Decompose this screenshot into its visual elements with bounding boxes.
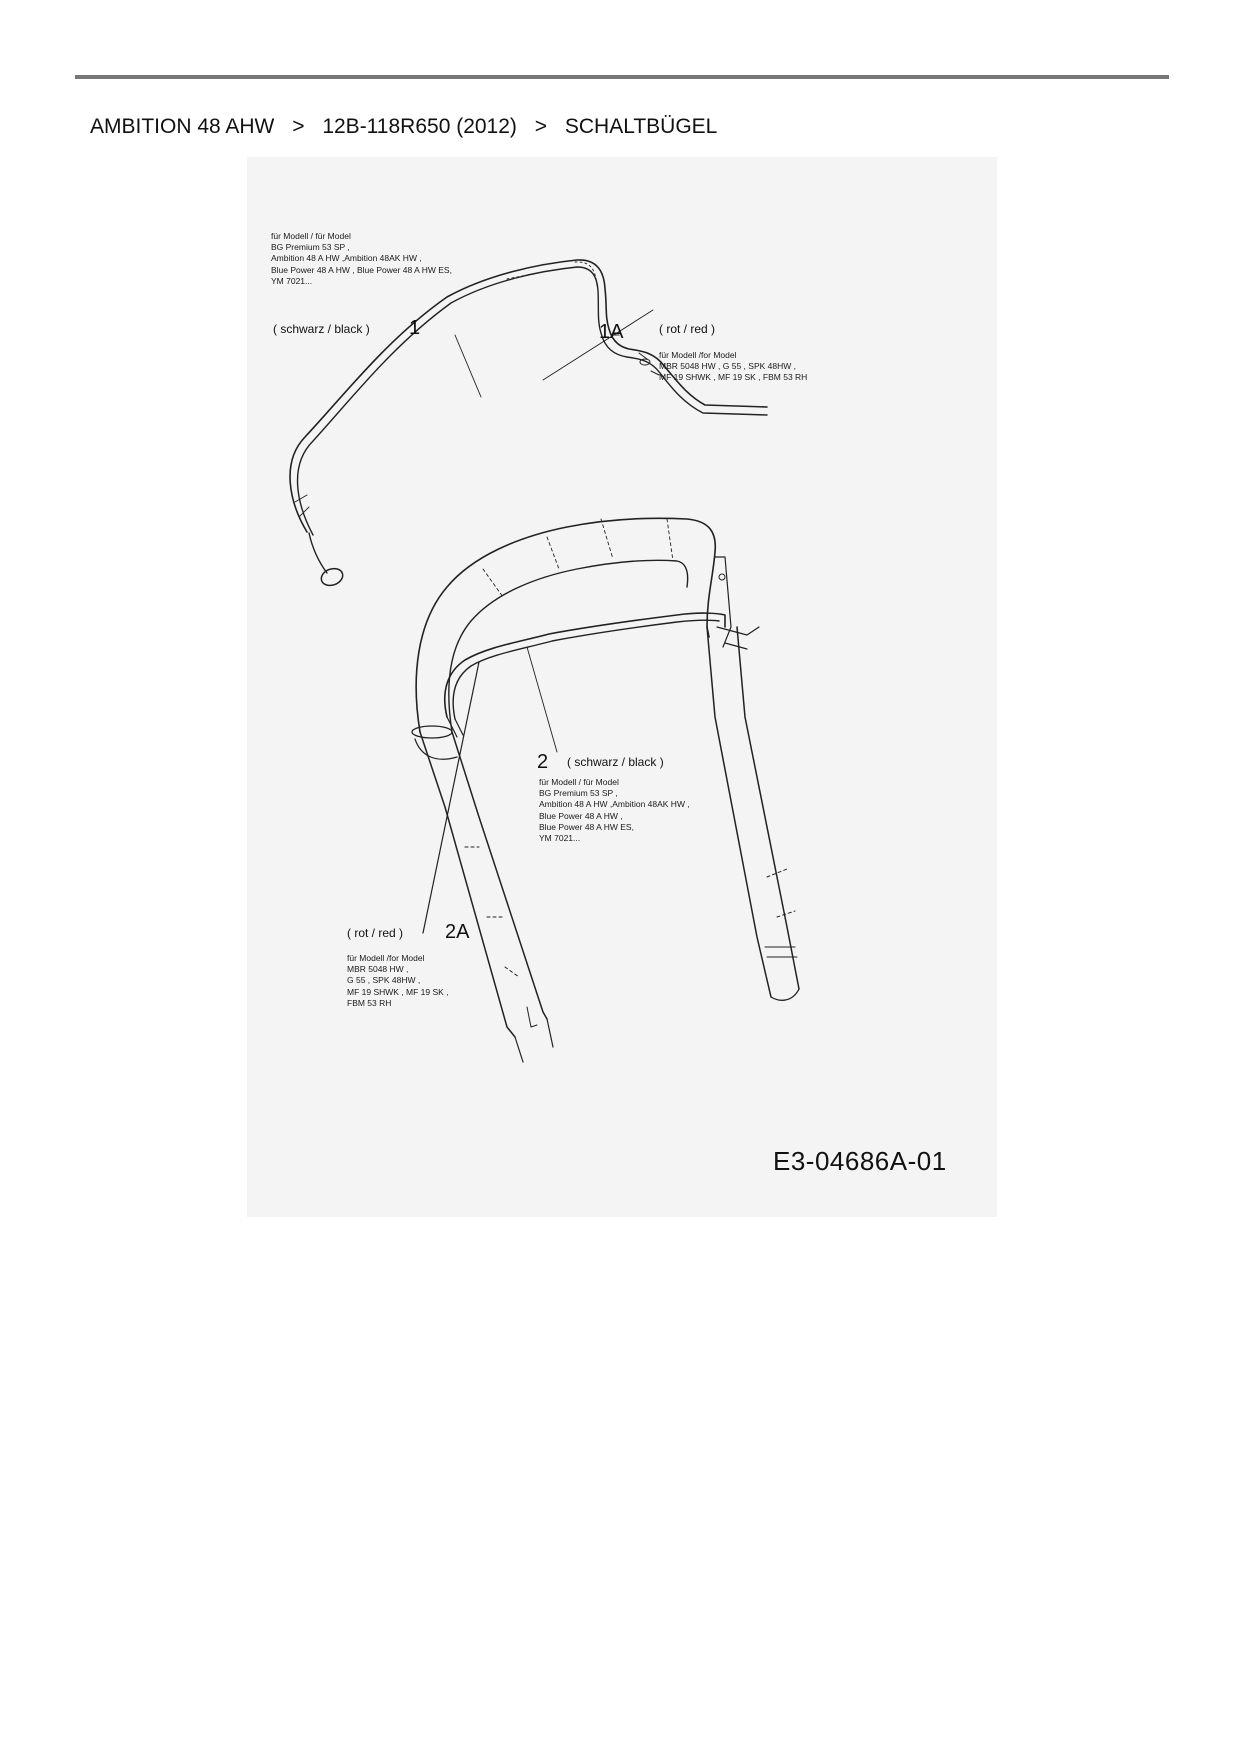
part-1a-color-label: ( rot / red ): [659, 322, 716, 336]
breadcrumb-separator: >: [292, 115, 305, 138]
exploded-parts-diagram: [247, 157, 997, 1217]
breadcrumb-model[interactable]: AMBITION 48 AHW: [90, 115, 275, 138]
part-1-model-list: [271, 231, 452, 287]
top-divider: [75, 75, 1169, 79]
control-bail-2-drawing: [445, 613, 725, 737]
model-line: YM 7021...: [271, 275, 313, 286]
diagram-reference-code: E3-04686A-01: [773, 1146, 947, 1176]
leader-line-2: [527, 647, 557, 752]
part-2-color-label: ( schwarz / black ): [567, 755, 664, 769]
model-line: Blue Power 48 A HW ES,: [539, 821, 634, 832]
model-line: MBR 5048 HW , G 55 , SPK 48HW ,: [659, 361, 796, 372]
model-line: für Modell / für Model: [271, 231, 351, 241]
part-2a-number[interactable]: 2A: [445, 921, 470, 943]
model-line: Blue Power 48 A HW , Blue Power 48 A HW ES,: [271, 264, 452, 275]
leader-line-1: [455, 335, 481, 397]
diagram-drawing: [247, 157, 997, 1217]
model-line: Ambition 48 A HW ,Ambition 48AK HW ,: [271, 253, 422, 264]
part-2-model-list: [539, 777, 690, 844]
model-line: MBR 5048 HW ,: [347, 964, 409, 975]
breadcrumb-separator: >: [534, 115, 548, 138]
part-2-number[interactable]: 2: [537, 751, 549, 773]
control-bail-1-drawing: [290, 260, 767, 588]
leader-line-1a: [543, 310, 653, 380]
part-1a-number[interactable]: 1A: [599, 321, 624, 343]
part-1-number[interactable]: 1: [409, 317, 421, 339]
part-2a-color-label: ( rot / red ): [347, 926, 404, 940]
model-line: Blue Power 48 A HW ,: [539, 810, 623, 821]
breadcrumb-part-number[interactable]: 12B-118R650 (2012): [322, 115, 517, 138]
part-1-color-label: ( schwarz / black ): [273, 322, 370, 336]
model-line: für Modell /for Model: [347, 953, 425, 963]
model-line: BG Premium 53 SP ,: [539, 788, 618, 799]
model-line: YM 7021...: [539, 833, 581, 844]
leader-line-2a: [423, 662, 479, 933]
breadcrumb: [90, 115, 717, 139]
model-line: G 55 , SPK 48HW ,: [347, 975, 421, 986]
part-2a-model-list: [347, 953, 449, 1009]
breadcrumb-section: SCHALTBÜGEL: [564, 115, 718, 138]
model-line: FBM 53 RH: [347, 997, 392, 1008]
model-line: für Modell /for Model: [659, 350, 737, 360]
model-line: Ambition 48 A HW ,Ambition 48AK HW ,: [539, 799, 690, 810]
part-1a-model-list: [659, 350, 807, 384]
model-line: MF 19 SHWK , MF 19 SK , FBM 53 RH: [659, 372, 808, 383]
model-line: MF 19 SHWK , MF 19 SK ,: [347, 986, 449, 997]
model-line: für Modell / für Model: [539, 777, 619, 787]
model-line: BG Premium 53 SP ,: [271, 242, 350, 253]
